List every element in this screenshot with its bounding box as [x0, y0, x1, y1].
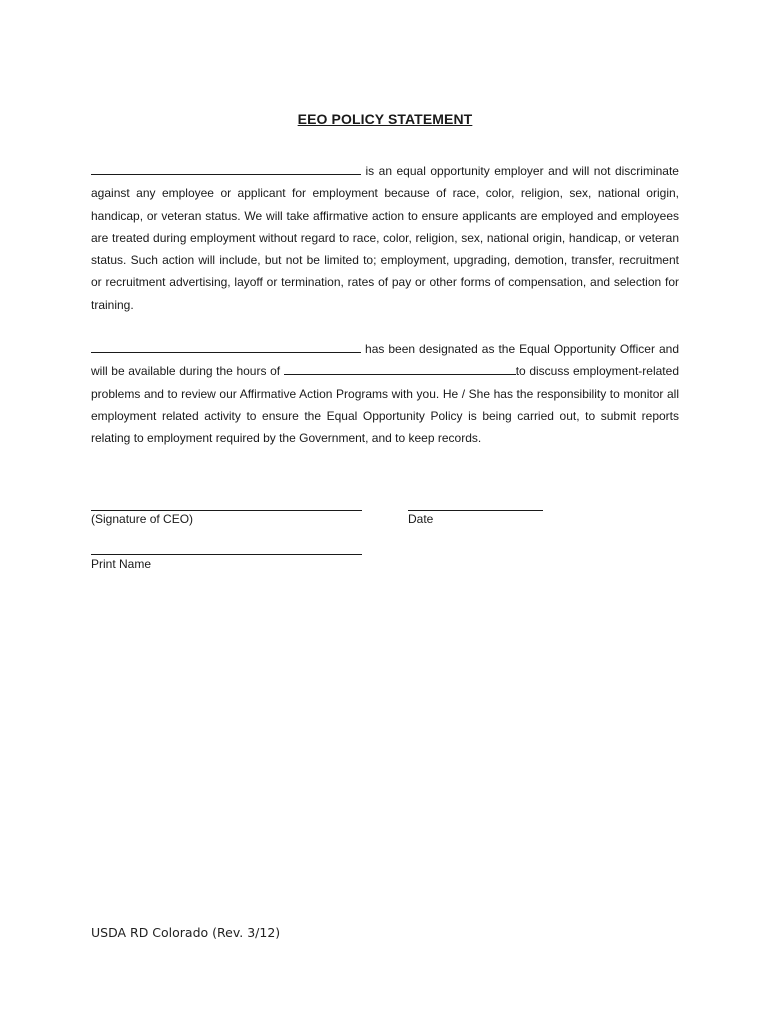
employer-name-blank[interactable] — [91, 162, 361, 175]
officer-name-blank[interactable] — [91, 340, 361, 353]
date-line[interactable] — [408, 510, 543, 511]
print-name-label: Print Name — [91, 557, 152, 571]
hours-blank[interactable] — [284, 362, 516, 375]
ceo-signature-line[interactable] — [91, 510, 362, 511]
page-title: EEO POLICY STATEMENT — [297, 111, 473, 127]
officer-paragraph — [91, 338, 679, 449]
officer-paragraph-text-b: to discuss employment-related problems and to review our Affirmative Action Programs with you. He / She has the responsibility to monitor all employment related activity to ensure the Equal Opportunity Policy is being carried out, to submit reports relating to employment required by the Government, and to keep records. — [91, 364, 679, 446]
date-label: Date — [408, 512, 434, 526]
print-name-line[interactable] — [91, 554, 362, 555]
officer-paragraph-text-a: has been designated as the Equal Opportunity Officer and will be available during the hours of — [91, 342, 680, 379]
footer-revision: USDA RD Colorado (Rev. 3/12) — [91, 925, 281, 940]
policy-paragraph — [91, 160, 679, 316]
ceo-signature-label: (Signature of CEO) — [91, 512, 194, 526]
policy-paragraph-text: is an equal opportunity employer and will not discriminate against any employee or applicant for employment because of race, color, religion, sex, national origin, handicap, or veteran status. We will take affirmative action to ensure applicants are employed and employees are treated during employment without regard to race, color, religion, sex, national origin, handicap, or veteran status. Such action will include, but not be limited to; employment, upgrading, demotion, transfer, recruitment or recruitment advertising, layoff or termination, rates of pay or other forms of compensation, and selection for training. — [91, 164, 679, 312]
